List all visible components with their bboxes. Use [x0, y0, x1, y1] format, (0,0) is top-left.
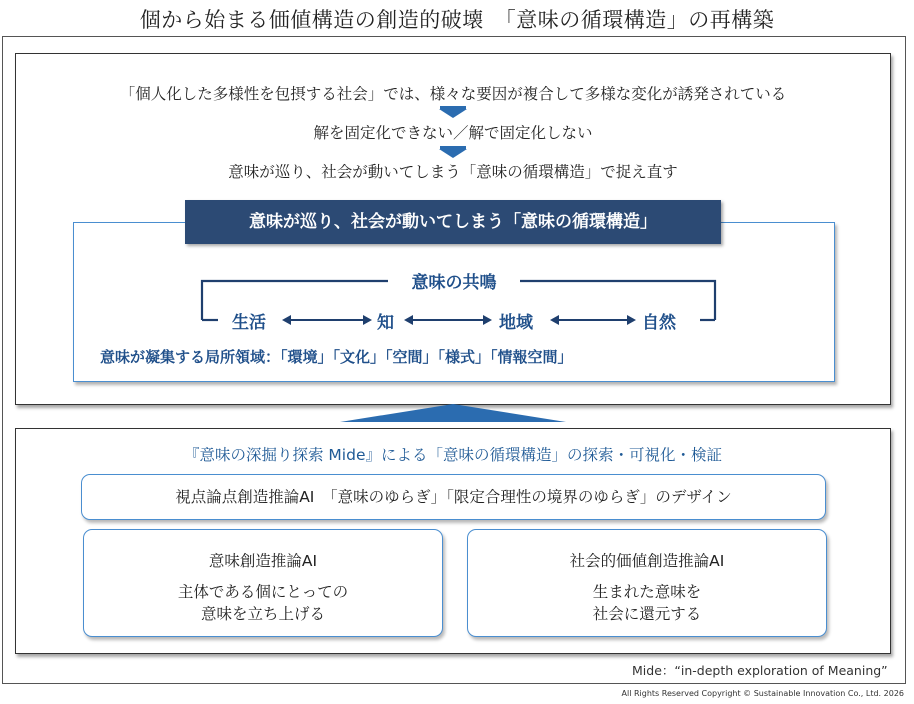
- social-value-ai-desc-1: 生まれた意味を: [592, 583, 702, 601]
- social-value-ai-desc-2: 社会に還元する: [592, 605, 702, 623]
- up-arrow-icon: [340, 404, 566, 422]
- down-arrow-2-icon: [439, 149, 467, 158]
- meaning-creation-ai-title: 意味創造推論AI: [208, 552, 318, 570]
- double-arrow-2-icon: [404, 315, 492, 325]
- mide-title: 『意味の深掘り探索 Mide』による「意味の循環構造」の探索・可視化・検証: [184, 446, 722, 464]
- node-life: 生活: [232, 313, 266, 333]
- copyright-text: All Rights Reserved Copyright © Sustainable Innovation Co., Ltd. 2026: [621, 689, 904, 698]
- circulation-header: 意味が巡り、社会が動いてしまう「意味の循環構造」: [185, 200, 721, 244]
- double-arrow-1-icon: [282, 315, 372, 325]
- double-arrow-3-icon: [550, 315, 636, 325]
- design-ai-box: 視点論点創造推論AI 「意味のゆらぎ」「限定合理性の境界のゆらぎ」のデザイン: [81, 474, 826, 520]
- meaning-creation-ai-desc-1: 主体である個にとっての: [177, 583, 349, 601]
- meaning-creation-ai-desc-2: 意味を立ち上げる: [200, 605, 325, 623]
- mide-definition-note: Mide：“in-depth exploration of Meaning”: [632, 663, 888, 678]
- node-nature: 自然: [642, 313, 676, 333]
- local-fields-text: 意味が凝集する局所領域：「環境」「文化」「空間」「様式」「情報空間」: [100, 348, 573, 366]
- node-knowledge: 知: [377, 313, 394, 333]
- meaning-creation-ai-box: [83, 529, 443, 637]
- social-value-ai-title: 社会的価値創造推論AI: [569, 552, 725, 570]
- down-arrow-1-icon: [439, 109, 467, 118]
- no-fixed-solution-text: 解を固定化できない／解で固定化しない: [313, 124, 593, 142]
- resonance-label: 意味の共鳴: [388, 268, 520, 293]
- premise-text: 「個人化した多様性を包摂する社会」では、様々な要因が複合して多様な変化が誘発されている: [119, 85, 787, 103]
- social-value-ai-box: [467, 529, 827, 637]
- page-title: 個から始まる価値構造の創造的破壊 「意味の循環構造」の再構築: [139, 8, 775, 32]
- node-region: 地域: [499, 313, 533, 333]
- reframe-text: 意味が巡り、社会が動いてしまう「意味の循環構造」で捉え直す: [228, 163, 678, 181]
